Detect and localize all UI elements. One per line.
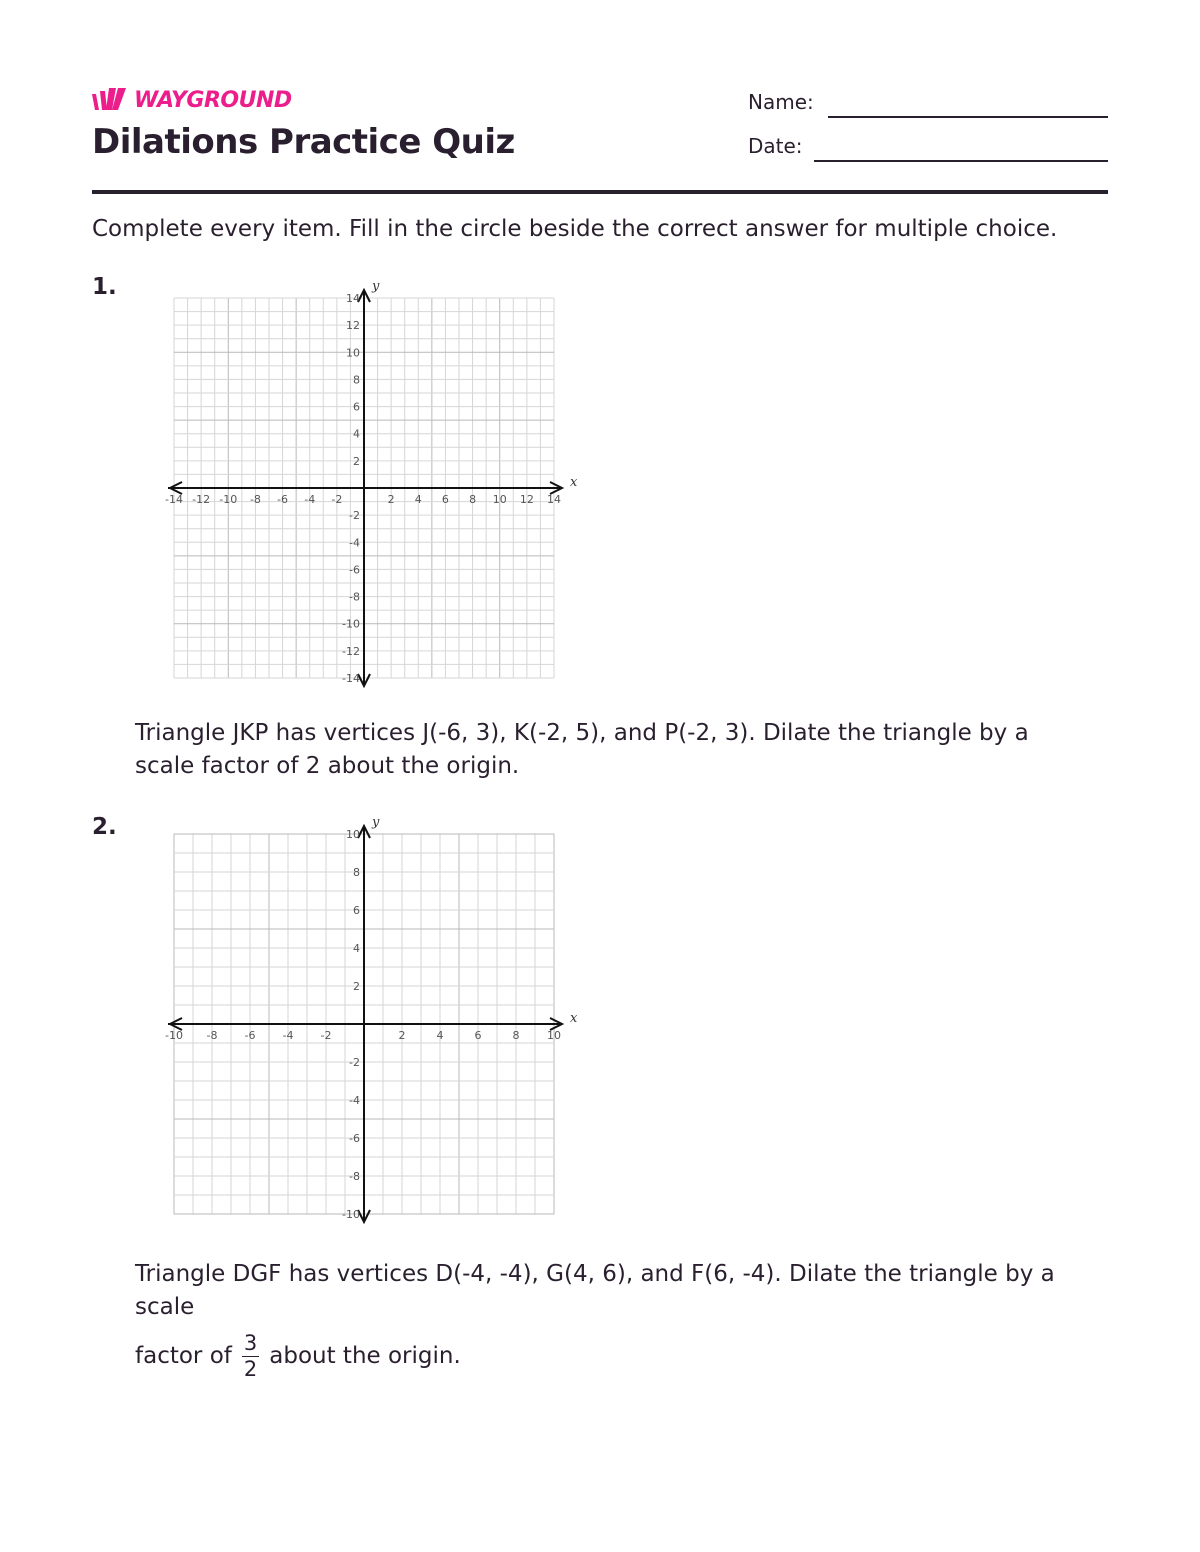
question-2-text-line-1: Triangle DGF has vertices D(-4, -4), G(4, 6), and F(6, -4). Dilate the triangle by a scale (135, 1261, 1055, 1320)
x-tick-label: -8 (249, 493, 261, 506)
y-axis-name: y (372, 815, 380, 830)
x-tick-label: 14 (547, 493, 561, 506)
date-field[interactable] (814, 160, 1108, 162)
x-tick-label: 4 (436, 1029, 444, 1042)
question-2-coordinate-grid[interactable] (165, 815, 578, 1221)
brand-logo (92, 86, 292, 114)
x-tick-label: -6 (244, 1029, 256, 1042)
name-label: Name: (748, 90, 814, 114)
x-tick-label: 6 (474, 1029, 482, 1042)
x-tick-label: -12 (192, 493, 211, 506)
y-axis-name: y (372, 279, 380, 294)
name-field[interactable] (828, 116, 1108, 118)
x-tick-label: -4 (282, 1029, 294, 1042)
x-tick-label: -10 (219, 493, 238, 506)
y-tick-label: -10 (342, 617, 360, 631)
y-tick-label: 2 (353, 454, 360, 468)
x-tick-label: 12 (519, 493, 534, 506)
y-tick-label: -12 (342, 644, 360, 658)
x-axis-name: x (570, 1011, 578, 1026)
y-tick-label: -4 (349, 536, 360, 550)
question-2-text (135, 1258, 1075, 1380)
fraction-denominator: 2 (243, 1357, 258, 1381)
x-tick-label: -6 (277, 493, 289, 506)
page-title: Dilations Practice Quiz (92, 122, 515, 162)
x-tick-label: 4 (414, 493, 422, 506)
x-tick-label: -14 (165, 493, 183, 506)
y-tick-label: 6 (353, 400, 360, 414)
question-1-text: Triangle JKP has vertices J(-6, 3), K(-2, 5), and P(-2, 3). Dilate the triangle by a scale factor of 2 about the origin. (135, 720, 1029, 779)
scale-factor-fraction (242, 1332, 259, 1380)
y-tick-label: 8 (353, 866, 360, 879)
wayground-logo-icon (92, 88, 128, 112)
question-2-number: 2. (92, 814, 117, 840)
factor-suffix: about the origin. (269, 1342, 461, 1369)
date-label: Date: (748, 134, 803, 158)
x-tick-label: -2 (320, 1029, 332, 1042)
y-tick-label: 10 (346, 828, 360, 841)
x-tick-label: 10 (492, 493, 507, 506)
x-tick-label: 2 (387, 493, 395, 506)
y-tick-label: 4 (353, 427, 360, 441)
x-tick-label: -2 (331, 493, 343, 506)
fraction-numerator: 3 (243, 1331, 258, 1355)
y-tick-label: 2 (353, 980, 360, 993)
y-tick-label: 4 (353, 942, 360, 955)
x-tick-label: 6 (441, 493, 449, 506)
y-tick-label: 12 (346, 319, 360, 333)
y-tick-label: -8 (349, 590, 360, 604)
y-tick-label: -10 (342, 1208, 360, 1221)
y-tick-label: 14 (346, 292, 360, 305)
y-tick-label: 6 (353, 904, 360, 917)
y-tick-label: 10 (346, 346, 360, 360)
x-axis-name: x (570, 475, 578, 490)
question-2-text-line-2 (135, 1332, 1075, 1380)
x-tick-label: -10 (165, 1029, 183, 1042)
factor-prefix: factor of (135, 1342, 232, 1369)
y-tick-label: -4 (349, 1094, 360, 1107)
header-divider (92, 190, 1108, 194)
y-tick-label: -14 (342, 672, 360, 685)
instructions: Complete every item. Fill in the circle beside the correct answer for multiple choice. (92, 216, 1058, 242)
x-tick-label: 10 (547, 1029, 561, 1042)
x-tick-label: -8 (206, 1029, 218, 1042)
x-tick-label: -4 (304, 493, 316, 506)
question-1-number: 1. (92, 274, 117, 300)
x-tick-label: 8 (512, 1029, 520, 1042)
y-tick-label: -6 (349, 1132, 360, 1145)
y-tick-label: -8 (349, 1170, 360, 1183)
brand-name: WAYGROUND (134, 87, 292, 113)
question-1-coordinate-grid[interactable] (165, 279, 578, 685)
y-tick-label: -2 (349, 509, 360, 523)
y-tick-label: -6 (349, 563, 360, 577)
y-tick-label: -2 (349, 1056, 360, 1069)
y-tick-label: 8 (353, 373, 360, 387)
x-tick-label: 2 (398, 1029, 406, 1042)
x-tick-label: 8 (469, 493, 477, 506)
